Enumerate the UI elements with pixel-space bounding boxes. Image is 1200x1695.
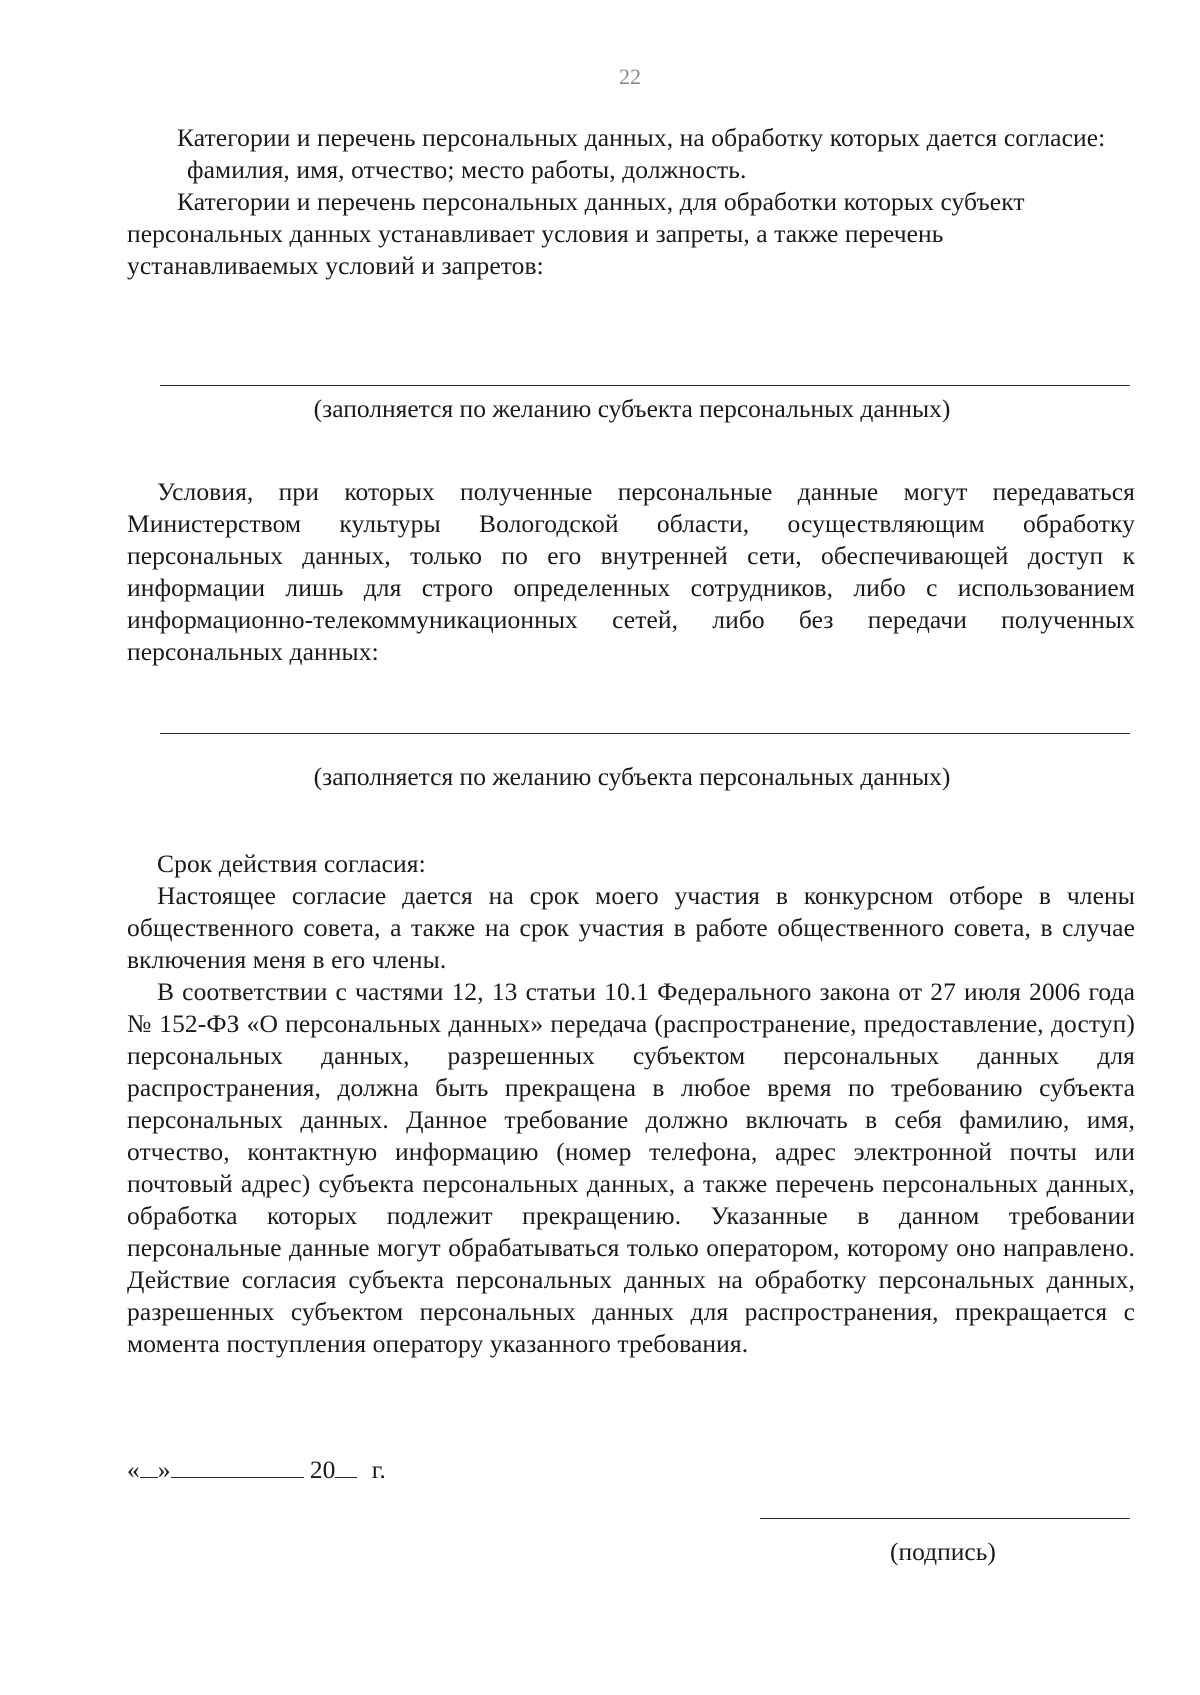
validity-paragraph: Настоящее согласие дается на срок моего участия в конкурсном отборе в члены общественного совета, а также на срок участия в работе общественного совета, в случае включения меня в его члены. — [127, 881, 1135, 974]
categories-paragraph: Категории и перечень персональных данных, на обработку которых дается согласие: — [177, 123, 1106, 152]
fill-line-2 — [160, 733, 1130, 734]
categories-list: фамилия, имя, отчество; место работы, должность. — [187, 155, 747, 184]
day-blank — [140, 1455, 158, 1478]
fill-caption-2: (заполняется по желанию субъекта персональных данных) — [313, 762, 951, 791]
transfer-conditions-paragraph: Условия, при которых полученные персональные данные могут передаваться Министерством культуры Вологодской области, осуществляющим обработку персональных данных, только по его внутренней сети, обеспечивающей доступ к информации лишь для строго определенных сотрудников, либо с использованием информационно-телекоммуникационных сетей, либо без передачи полученных персональных данных: — [127, 477, 1135, 666]
transfer-conditions-section — [127, 476, 1135, 668]
restrictions-paragraph: Категории и перечень персональных данных, для обработки которых субъект персональных данных устанавливает условия и запреты, а также перечень устанавливаемых условий и запретов: — [127, 187, 1025, 280]
fill-line-1 — [160, 385, 1130, 386]
law-reference-paragraph: В соответствии с частями 12, 13 статьи 10.1 Федерального закона от 27 июля 2006 года № 152-ФЗ «О персональных данных» передача (распространение, предоставление, доступ) персональных данных, разрешенных субъектом персональных данных для распространения, должна быть прекращена в любое время по требованию субъекта персональных данных. Данное требование должно включать в себя фамилию, имя, отчество, контактную информацию (номер телефона, адрес электронной почты или почтовый адрес) субъекта персональных данных, а также перечень персональных данных, обработка которых подлежит прекращению. Указанные в данном требовании персональные данные могут обрабатываться только оператором, которому оно направлено. Действие согласия субъекта персональных данных на обработку персональных данных, разрешенных субъектом персональных данных для распространения, прекращается с момента поступления оператору указанного требования. — [127, 977, 1135, 1358]
date-field — [127, 1454, 386, 1486]
consent-categories-section — [127, 122, 1135, 282]
date-open-quote: « — [127, 1455, 140, 1484]
year-suffix: г. — [371, 1455, 386, 1484]
page-number: 22 — [619, 64, 641, 89]
month-blank — [171, 1455, 304, 1478]
year-prefix: 20 — [309, 1455, 336, 1484]
signature-line — [760, 1518, 1130, 1519]
year-blank — [335, 1455, 357, 1478]
date-close-quote: » — [157, 1455, 171, 1484]
validity-section — [127, 848, 1135, 1360]
fill-caption-1: (заполняется по желанию субъекта персональных данных) — [313, 394, 951, 423]
validity-heading: Срок действия согласия: — [157, 849, 426, 878]
signature-caption: (подпись) — [890, 1537, 996, 1566]
